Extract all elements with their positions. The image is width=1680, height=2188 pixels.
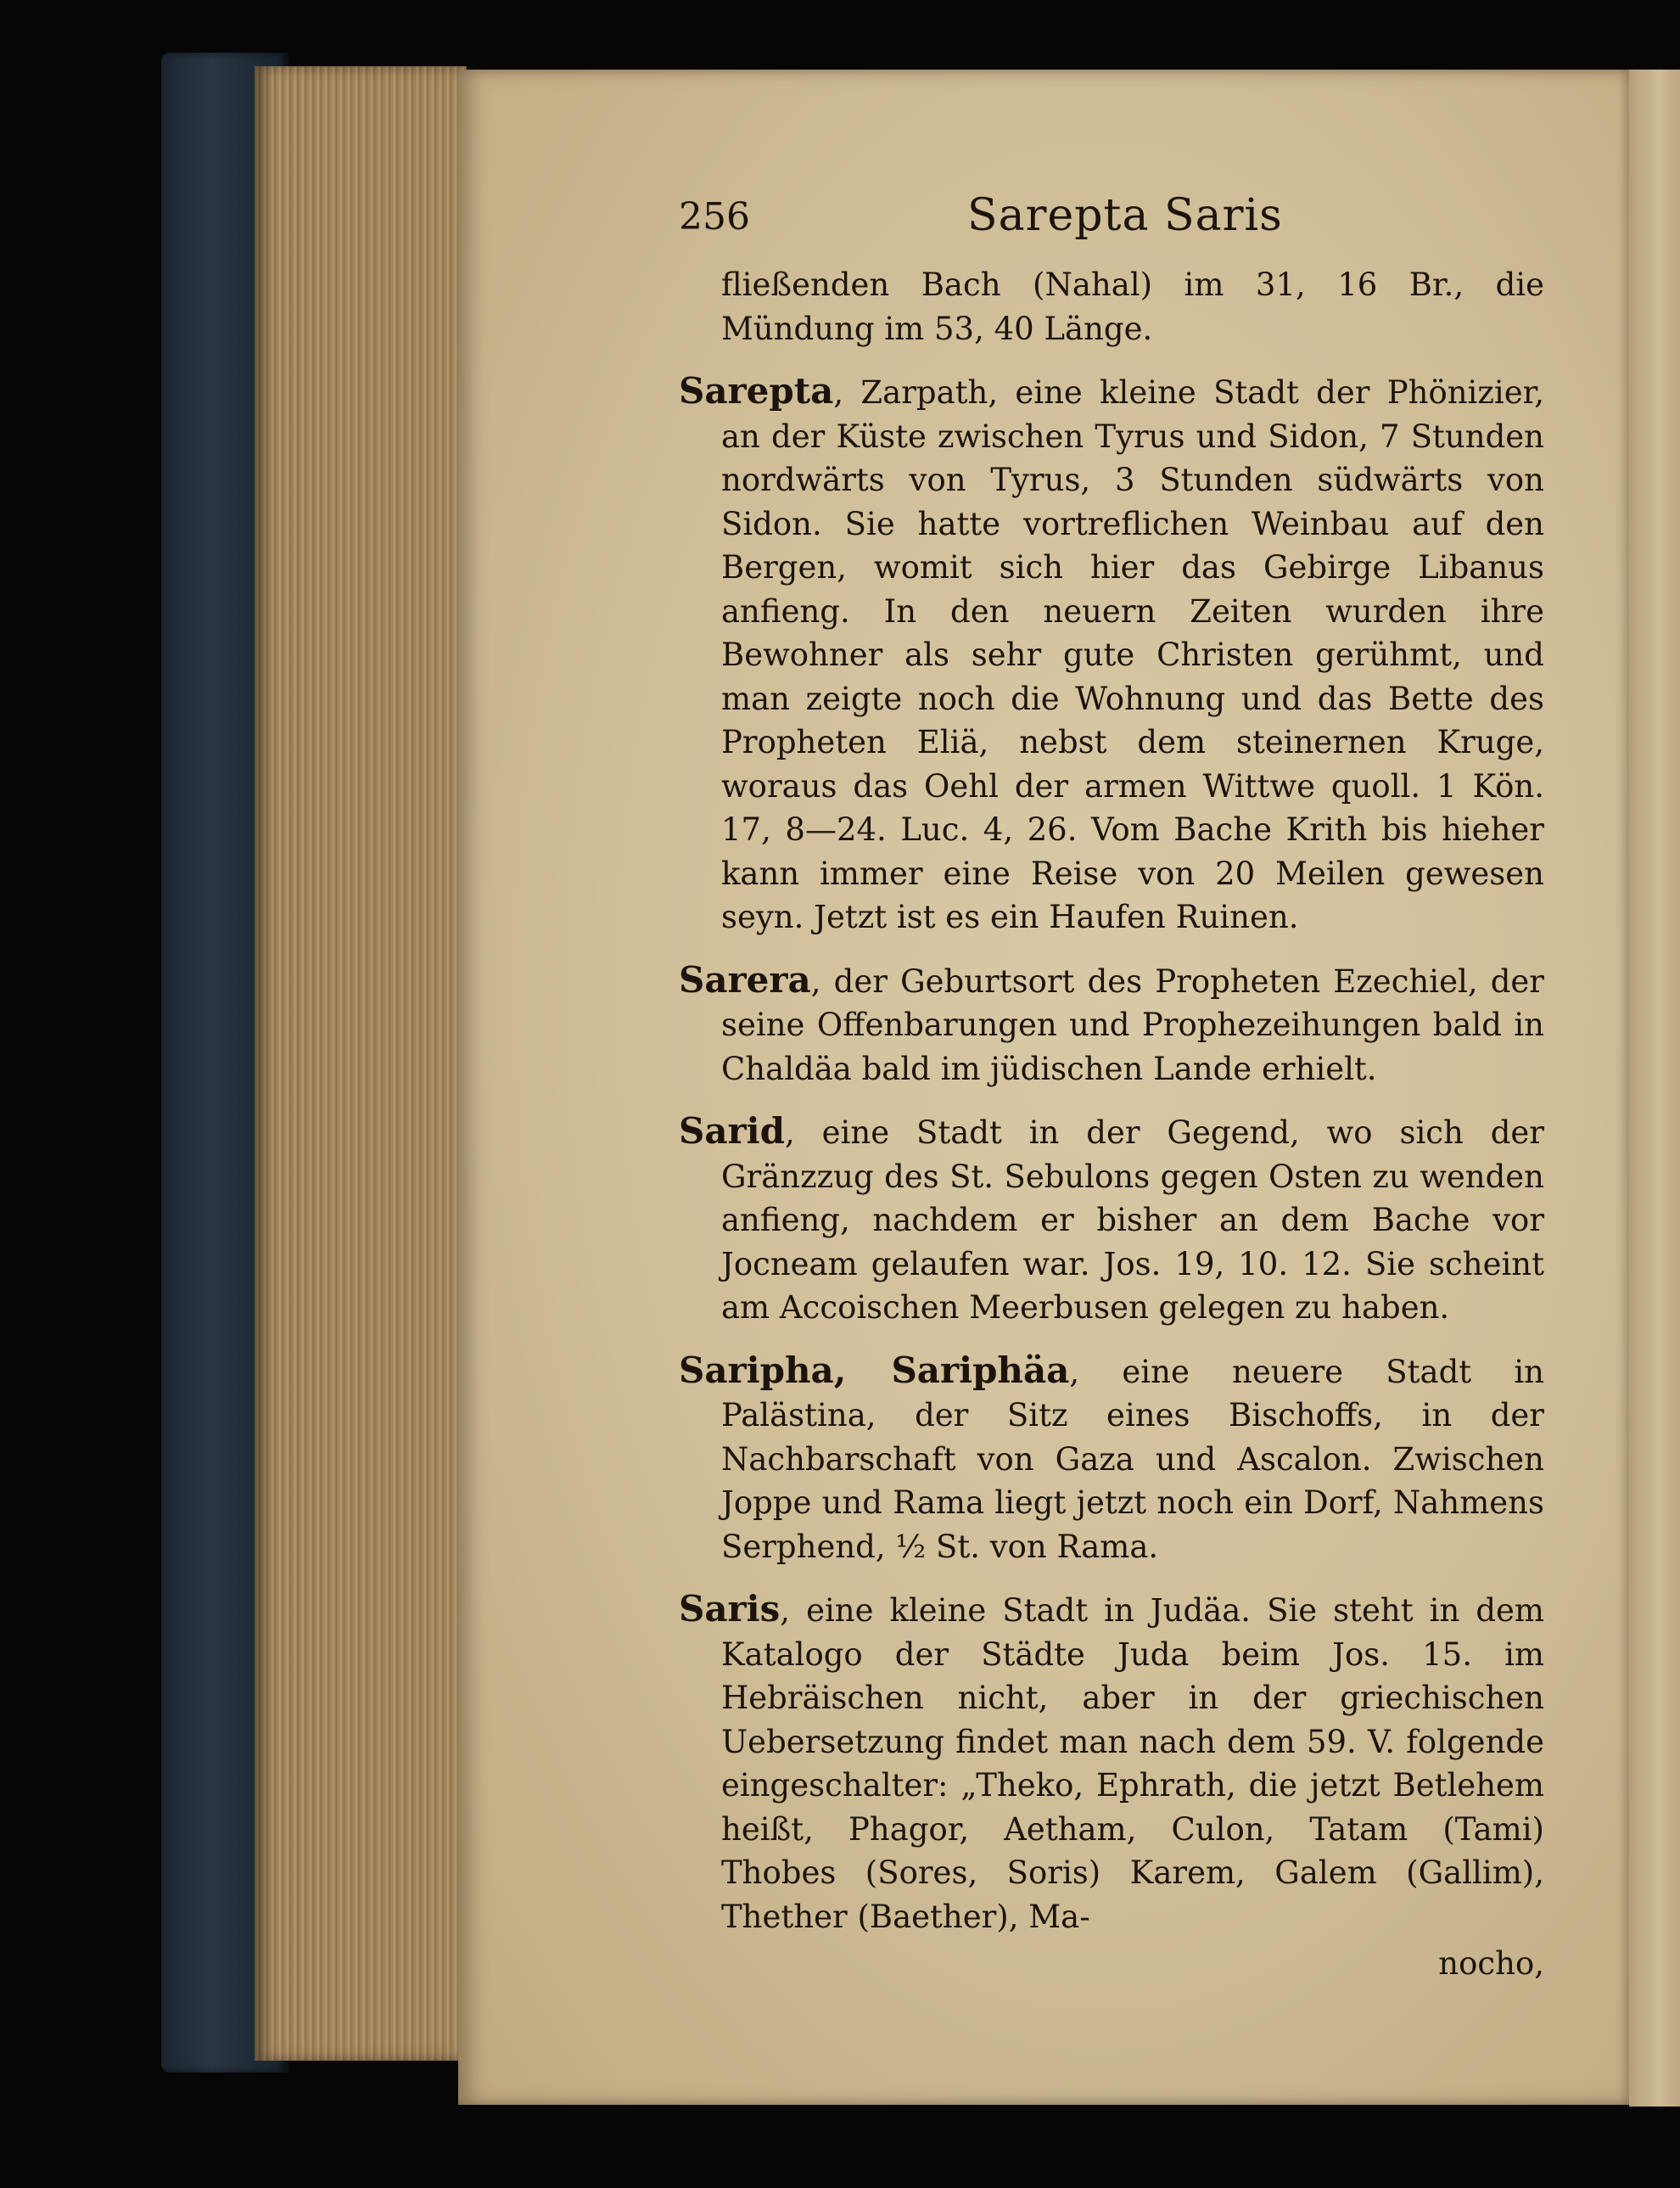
lemma: Sarepta	[679, 370, 834, 412]
entry-text: , eine neuere Stadt in Palästina, der Sitz eines Bischoffs, in der Nachbarschaft von Gaza und Ascalon. Zwischen Joppe und Rama liegt jetzt noch ein Dorf, Nahmens Serphend, ½ St. von Rama.	[721, 1353, 1544, 1565]
entry-text: , eine kleine Stadt in Judäa. Sie steht in dem Katalogo der Städte Juda beim Jos. 15. im Hebräischen nicht, aber in der griechischen Uebersetzung findet man nach dem 59. V. folgende eingeschalter: „Theko, Ephrath, die jetzt Betlehem heißt, Phagor, Aetham, Culon, Tatam (Tami) Thobes (Sores, Soris) Karem, Galem (Gallim), Thether (Baether), Ma-	[721, 1592, 1544, 1935]
lemma: Sarid	[679, 1110, 785, 1152]
entry-saris	[679, 1587, 1544, 1938]
lemma: Sarera	[679, 958, 811, 1001]
page-number: 256	[679, 195, 750, 238]
entry-text: , eine Stadt in der Gegend, wo sich der Gränzzug des St. Sebulons gegen Osten zu wenden anfieng, nachdem er bisher an dem Bache vor Jocneam gelaufen war. Jos. 19, 10. 12. Sie scheint am Accoischen Meerbusen gelegen zu haben.	[721, 1114, 1544, 1326]
lemma: Saris	[679, 1588, 781, 1630]
facing-page-edge	[1629, 70, 1680, 2107]
entry-sarid	[679, 1109, 1544, 1330]
entry-sarepta	[679, 369, 1544, 940]
continuation-paragraph: fließenden Bach (Nahal) im 31, 16 Br., die Mündung im 53, 40 Länge.	[721, 266, 1544, 347]
entry-text: , Zarpath, eine kleine Stadt der Phönizier, an der Küste zwischen Tyrus und Sidon, 7 Stunden nordwärts von Tyrus, 3 Stunden südwärts von Sidon. Sie hatte vortreflichen Weinbau auf den Bergen, womit sich hier das Gebirge Libanus anfieng. In den neuern Zeiten wurden ihre Bewohner als sehr gute Christen gerühmt, und man zeigte noch die Wohnung und das Bette des Propheten Eliä, nebst dem steinernen Kruge, woraus das Oehl der armen Wittwe quoll. 1 Kön. 17, 8—24. Luc. 4, 26. Vom Bache Krith bis hieher kann immer eine Reise von 20 Meilen gewesen seyn. Jetzt ist es ein Haufen Ruinen.	[721, 374, 1544, 935]
catchword: nocho,	[1438, 1945, 1544, 1982]
entry-text: , der Geburtsort des Propheten Ezechiel, der seine Offenbarungen und Prophezeihungen bald in Chaldäa bald im jüdischen Lande erhielt.	[721, 962, 1544, 1087]
page-text	[679, 187, 1544, 1986]
page-edges	[255, 66, 467, 2061]
lemma: Sariphа, Sariphäa	[679, 1349, 1070, 1391]
page-header	[679, 187, 1544, 263]
entry-sarera	[679, 958, 1544, 1091]
entry-sariphа	[679, 1349, 1544, 1569]
running-head: Sarepta Saris	[967, 190, 1283, 241]
